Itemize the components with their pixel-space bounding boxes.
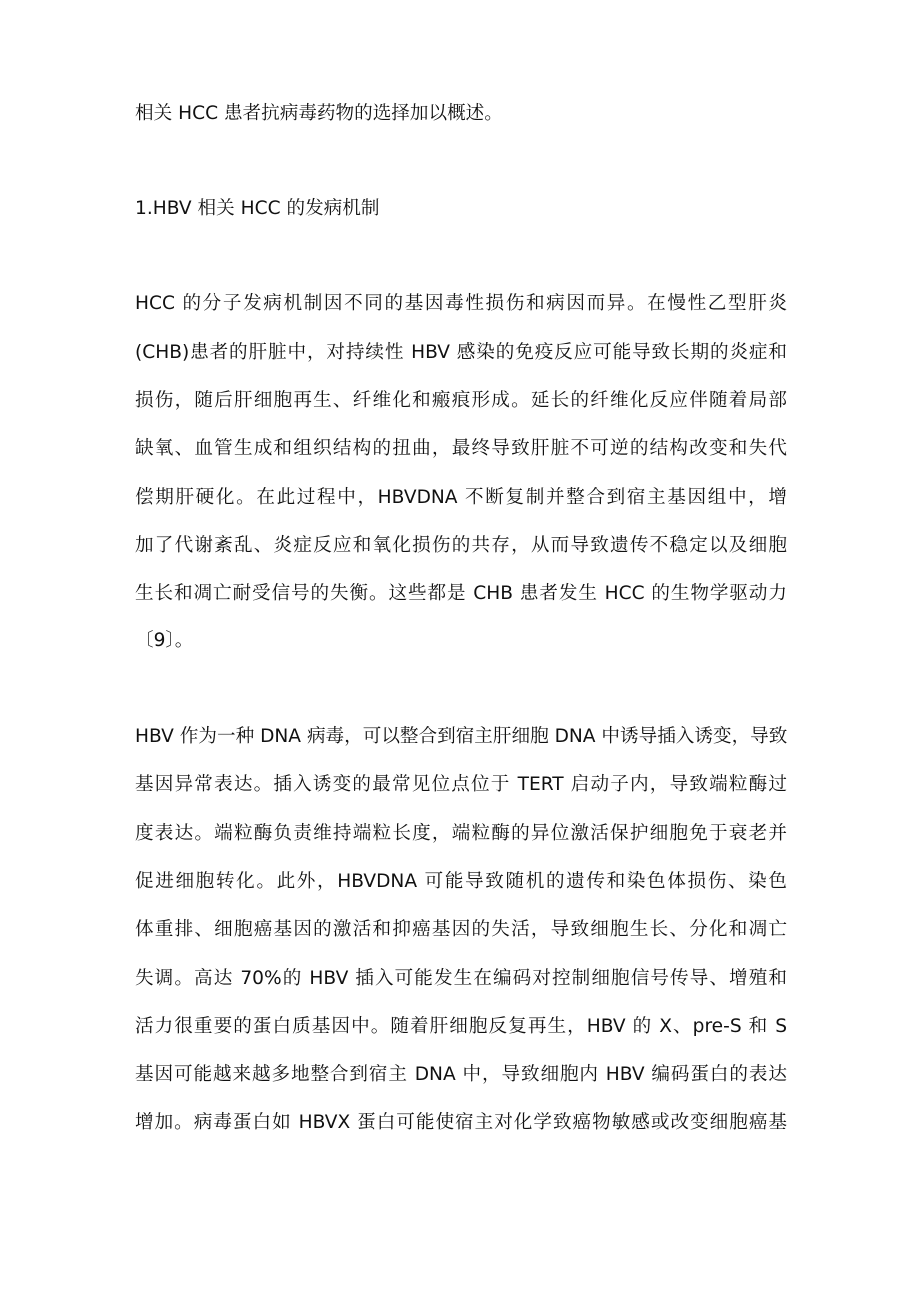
paragraph-1-line: 偿期肝硬化。在此过程中，HBVDNA 不断复制并整合到宿主基因组中，增 [135,487,787,508]
paragraph-2-line: HBV 作为一种 DNA 病毒，可以整合到宿主肝细胞 DNA 中诱导插入诱变，导致 [135,726,787,747]
paragraph-1-line: 损伤，随后肝细胞再生、纤维化和瘢痕形成。延长的纤维化反应伴随着局部 [135,390,787,411]
paragraph-1-line: HCC 的分子发病机制因不同的基因毒性损伤和病因而异。在慢性乙型肝炎 [135,293,787,314]
paragraph-2-line: 度表达。端粒酶负责维持端粒长度，端粒酶的异位激活保护细胞免于衰老并 [135,823,787,844]
paragraph-2-line: 体重排、细胞癌基因的激活和抑癌基因的失活，导致细胞生长、分化和凋亡 [135,919,787,940]
paragraph-2-line: 促进细胞转化。此外，HBVDNA 可能导致随机的遗传和染色体损伤、染色 [135,871,787,892]
paragraph-2-line: 基因可能越来越多地整合到宿主 DNA 中，导致细胞内 HBV 编码蛋白的表达 [135,1064,787,1085]
paragraph-1-line: 加了代谢紊乱、炎症反应和氧化损伤的共存，从而导致遗传不稳定以及细胞 [135,535,787,556]
paragraph-1-line: 〔9〕。 [135,630,194,651]
paragraph-2-line: 基因异常表达。插入诱变的最常见位点位于 TERT 启动子内，导致端粒酶过 [135,774,787,795]
paragraph-1-line: 缺氧、血管生成和组织结构的扭曲，最终导致肝脏不可逆的结构改变和失代 [135,438,787,459]
paragraph-2-line: 活力很重要的蛋白质基因中。随着肝细胞反复再生，HBV 的 X、pre-S 和 S [135,1016,787,1037]
intro-tail-line: 相关 HCC 患者抗病毒药物的选择加以概述。 [135,103,503,124]
paragraph-2-line: 增加。病毒蛋白如 HBVX 蛋白可能使宿主对化学致癌物敏感或改变细胞癌基 [135,1112,787,1133]
paragraph-1-line: (CHB)患者的肝脏中，对持续性 HBV 感染的免疫反应可能导致长期的炎症和 [135,342,787,363]
paragraph-1-line: 生长和凋亡耐受信号的失衡。这些都是 CHB 患者发生 HCC 的生物学驱动力 [135,583,787,604]
paragraph-2-line: 失调。高达 70%的 HBV 插入可能发生在编码对控制细胞信号传导、增殖和 [135,968,787,989]
section-heading: 1.HBV 相关 HCC 的发病机制 [135,198,380,219]
